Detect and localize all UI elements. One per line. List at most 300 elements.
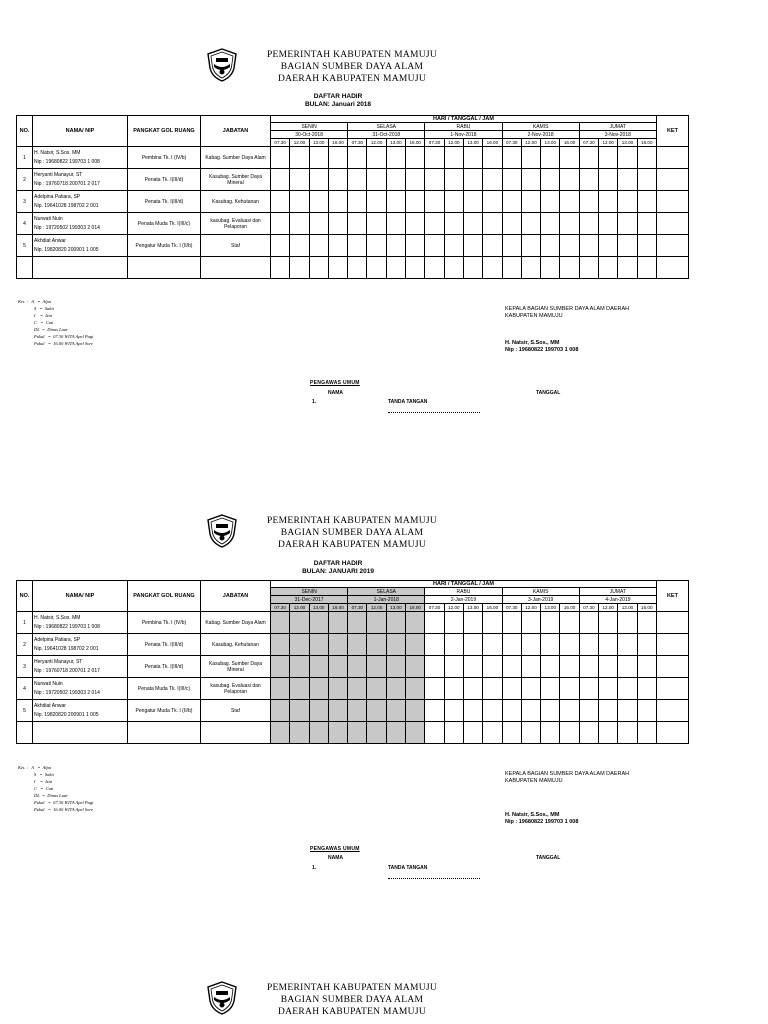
empty-cell[interactable] bbox=[463, 722, 482, 744]
staff-name: Nurwati Nuin bbox=[34, 215, 63, 222]
remarks-cell[interactable] bbox=[656, 191, 688, 213]
attendance-cell[interactable] bbox=[502, 213, 521, 235]
attendance-cell[interactable] bbox=[637, 656, 656, 678]
empty-cell[interactable] bbox=[637, 722, 656, 744]
attendance-cell[interactable] bbox=[637, 235, 656, 257]
attendance-cell[interactable] bbox=[367, 634, 386, 656]
empty-cell[interactable] bbox=[637, 257, 656, 279]
remarks-cell[interactable] bbox=[656, 656, 688, 678]
attendance-cell[interactable] bbox=[406, 656, 425, 678]
attendance-cell[interactable] bbox=[483, 169, 502, 191]
attendance-cell[interactable] bbox=[290, 700, 309, 722]
attendance-cell[interactable] bbox=[560, 147, 579, 169]
attendance-cell[interactable] bbox=[367, 656, 386, 678]
attendance-cell[interactable] bbox=[367, 678, 386, 700]
attendance-cell[interactable] bbox=[348, 147, 367, 169]
empty-cell[interactable] bbox=[290, 257, 309, 279]
attendance-cell[interactable] bbox=[386, 147, 405, 169]
attendance-cell[interactable] bbox=[599, 147, 618, 169]
empty-cell[interactable] bbox=[348, 722, 367, 744]
empty-cell[interactable] bbox=[201, 257, 271, 279]
empty-cell[interactable] bbox=[309, 722, 328, 744]
empty-cell[interactable] bbox=[425, 722, 444, 744]
attendance-cell[interactable] bbox=[560, 656, 579, 678]
attendance-cell[interactable] bbox=[599, 700, 618, 722]
attendance-cell[interactable] bbox=[463, 612, 482, 634]
attendance-cell[interactable] bbox=[502, 191, 521, 213]
attendance-cell[interactable] bbox=[386, 169, 405, 191]
attendance-cell[interactable] bbox=[502, 147, 521, 169]
attendance-cell[interactable] bbox=[309, 700, 328, 722]
org-line-3: DAERAH KABUPATEN MAMUJU bbox=[277, 1007, 426, 1017]
attendance-cell[interactable] bbox=[271, 612, 290, 634]
attendance-cell[interactable] bbox=[502, 612, 521, 634]
attendance-cell[interactable] bbox=[444, 656, 463, 678]
empty-cell[interactable] bbox=[201, 722, 271, 744]
attendance-cell[interactable] bbox=[444, 634, 463, 656]
attendance-cell[interactable] bbox=[348, 634, 367, 656]
staff-position: kasubag. Evaluasi dan Pelaporan bbox=[201, 678, 271, 700]
empty-cell[interactable] bbox=[502, 257, 521, 279]
attendance-cell[interactable] bbox=[599, 191, 618, 213]
attendance-cell[interactable] bbox=[406, 147, 425, 169]
attendance-cell[interactable] bbox=[502, 235, 521, 257]
attendance-cell[interactable] bbox=[271, 634, 290, 656]
attendance-cell[interactable] bbox=[271, 235, 290, 257]
attendance-cell[interactable] bbox=[309, 678, 328, 700]
attendance-cell[interactable] bbox=[271, 169, 290, 191]
attendance-cell[interactable] bbox=[348, 656, 367, 678]
attendance-cell[interactable] bbox=[483, 656, 502, 678]
empty-cell[interactable] bbox=[656, 722, 688, 744]
col-name: NAMA/ NIP bbox=[33, 116, 128, 147]
attendance-cell[interactable] bbox=[425, 147, 444, 169]
attendance-cell[interactable] bbox=[521, 656, 540, 678]
attendance-cell[interactable] bbox=[290, 213, 309, 235]
remarks-cell[interactable] bbox=[656, 169, 688, 191]
empty-cell[interactable] bbox=[541, 722, 560, 744]
attendance-cell[interactable] bbox=[309, 213, 328, 235]
attendance-cell[interactable] bbox=[386, 213, 405, 235]
attendance-cell[interactable] bbox=[425, 700, 444, 722]
attendance-cell[interactable] bbox=[579, 191, 598, 213]
attendance-cell[interactable] bbox=[309, 147, 328, 169]
attendance-cell[interactable] bbox=[560, 235, 579, 257]
attendance-cell[interactable] bbox=[425, 191, 444, 213]
attendance-cell[interactable] bbox=[290, 656, 309, 678]
empty-cell[interactable] bbox=[502, 722, 521, 744]
day-senin: SENIN bbox=[271, 588, 348, 596]
staff-rank: Pengatur Muda Tk. I (II/b) bbox=[128, 235, 201, 257]
attendance-cell[interactable] bbox=[541, 612, 560, 634]
attendance-cell[interactable] bbox=[579, 678, 598, 700]
attendance-cell[interactable] bbox=[290, 235, 309, 257]
attendance-cell[interactable] bbox=[579, 213, 598, 235]
attendance-cell[interactable] bbox=[618, 678, 637, 700]
attendance-cell[interactable] bbox=[521, 235, 540, 257]
attendance-cell[interactable] bbox=[444, 678, 463, 700]
attendance-cell[interactable] bbox=[406, 700, 425, 722]
empty-cell[interactable] bbox=[328, 257, 347, 279]
attendance-cell[interactable] bbox=[560, 634, 579, 656]
attendance-cell[interactable] bbox=[271, 191, 290, 213]
staff-name: Akhdiat Anwar bbox=[34, 237, 66, 244]
attendance-cell[interactable] bbox=[579, 169, 598, 191]
attendance-cell[interactable] bbox=[425, 634, 444, 656]
attendance-cell[interactable] bbox=[309, 656, 328, 678]
attendance-cell[interactable] bbox=[386, 700, 405, 722]
attendance-cell[interactable] bbox=[483, 213, 502, 235]
attendance-cell[interactable] bbox=[328, 169, 347, 191]
attendance-cell[interactable] bbox=[502, 169, 521, 191]
time-cell: 07.30 bbox=[425, 139, 444, 147]
empty-cell[interactable] bbox=[367, 722, 386, 744]
col-remarks: KET bbox=[656, 116, 688, 147]
attendance-cell[interactable] bbox=[579, 612, 598, 634]
attendance-cell[interactable] bbox=[463, 191, 482, 213]
attendance-cell[interactable] bbox=[637, 191, 656, 213]
attendance-cell[interactable] bbox=[637, 634, 656, 656]
attendance-cell[interactable] bbox=[618, 147, 637, 169]
attendance-cell[interactable] bbox=[290, 634, 309, 656]
attendance-cell[interactable] bbox=[483, 700, 502, 722]
table-row bbox=[17, 235, 689, 257]
staff-name: Nurwati Nuin bbox=[34, 680, 63, 687]
attendance-cell[interactable] bbox=[463, 678, 482, 700]
attendance-cell[interactable] bbox=[386, 678, 405, 700]
attendance-cell[interactable] bbox=[483, 612, 502, 634]
attendance-cell[interactable] bbox=[367, 169, 386, 191]
legend bbox=[18, 298, 93, 347]
attendance-cell[interactable] bbox=[560, 213, 579, 235]
attendance-cell[interactable] bbox=[425, 678, 444, 700]
attendance-cell[interactable] bbox=[560, 612, 579, 634]
attendance-cell[interactable] bbox=[541, 678, 560, 700]
attendance-cell[interactable] bbox=[579, 147, 598, 169]
time-cell: 13.00 bbox=[618, 139, 637, 147]
attendance-cell[interactable] bbox=[290, 191, 309, 213]
attendance-cell[interactable] bbox=[309, 612, 328, 634]
empty-cell[interactable] bbox=[328, 722, 347, 744]
table-row bbox=[17, 191, 689, 213]
attendance-cell[interactable] bbox=[618, 700, 637, 722]
attendance-cell[interactable] bbox=[637, 147, 656, 169]
attendance-cell[interactable] bbox=[328, 678, 347, 700]
empty-cell[interactable] bbox=[348, 257, 367, 279]
attendance-cell[interactable] bbox=[444, 235, 463, 257]
attendance-cell[interactable] bbox=[560, 191, 579, 213]
attendance-cell[interactable] bbox=[367, 191, 386, 213]
attendance-cell[interactable] bbox=[328, 612, 347, 634]
attendance-cell[interactable] bbox=[560, 169, 579, 191]
empty-cell[interactable] bbox=[444, 257, 463, 279]
attendance-cell[interactable] bbox=[328, 634, 347, 656]
attendance-cell[interactable] bbox=[521, 612, 540, 634]
supervisor-row-1: 1. bbox=[312, 865, 317, 871]
empty-cell[interactable] bbox=[599, 722, 618, 744]
empty-cell[interactable] bbox=[17, 257, 33, 279]
attendance-cell[interactable] bbox=[444, 213, 463, 235]
time-cell: 13.00 bbox=[541, 139, 560, 147]
attendance-cell[interactable] bbox=[502, 634, 521, 656]
attendance-cell[interactable] bbox=[444, 612, 463, 634]
attendance-cell[interactable] bbox=[367, 213, 386, 235]
remarks-cell[interactable] bbox=[656, 147, 688, 169]
attendance-cell[interactable] bbox=[637, 213, 656, 235]
attendance-cell[interactable] bbox=[521, 147, 540, 169]
empty-cell[interactable] bbox=[483, 722, 502, 744]
empty-cell[interactable] bbox=[618, 257, 637, 279]
attendance-cell[interactable] bbox=[579, 656, 598, 678]
attendance-cell[interactable] bbox=[290, 169, 309, 191]
attendance-cell[interactable] bbox=[386, 191, 405, 213]
empty-cell[interactable] bbox=[128, 722, 201, 744]
attendance-cell[interactable] bbox=[386, 656, 405, 678]
attendance-cell[interactable] bbox=[579, 700, 598, 722]
attendance-cell[interactable] bbox=[599, 678, 618, 700]
attendance-cell[interactable] bbox=[521, 700, 540, 722]
time-cell: 13.00 bbox=[386, 139, 405, 147]
attendance-cell[interactable] bbox=[463, 700, 482, 722]
attendance-cell[interactable] bbox=[599, 612, 618, 634]
attendance-cell[interactable] bbox=[348, 700, 367, 722]
attendance-cell[interactable] bbox=[560, 678, 579, 700]
empty-cell[interactable] bbox=[386, 257, 405, 279]
legend-item: Pukul = 16.00 WITA Apel Sore bbox=[34, 341, 93, 346]
attendance-cell[interactable] bbox=[521, 678, 540, 700]
attendance-cell[interactable] bbox=[618, 191, 637, 213]
attendance-cell[interactable] bbox=[328, 700, 347, 722]
attendance-cell[interactable] bbox=[444, 169, 463, 191]
attendance-cell[interactable] bbox=[348, 191, 367, 213]
time-cell: 12.00 bbox=[444, 139, 463, 147]
attendance-cell[interactable] bbox=[271, 700, 290, 722]
attendance-cell[interactable] bbox=[309, 191, 328, 213]
empty-cell[interactable] bbox=[33, 257, 128, 279]
attendance-cell[interactable] bbox=[463, 147, 482, 169]
attendance-cell[interactable] bbox=[290, 147, 309, 169]
attendance-cell[interactable] bbox=[348, 169, 367, 191]
attendance-cell[interactable] bbox=[483, 147, 502, 169]
empty-cell[interactable] bbox=[271, 257, 290, 279]
attendance-cell[interactable] bbox=[425, 169, 444, 191]
attendance-cell[interactable] bbox=[560, 700, 579, 722]
attendance-cell[interactable] bbox=[521, 634, 540, 656]
empty-cell[interactable] bbox=[386, 722, 405, 744]
attendance-cell[interactable] bbox=[637, 169, 656, 191]
table-row bbox=[17, 147, 689, 169]
attendance-cell[interactable] bbox=[579, 235, 598, 257]
empty-cell[interactable] bbox=[599, 257, 618, 279]
attendance-cell[interactable] bbox=[599, 169, 618, 191]
attendance-cell[interactable] bbox=[483, 191, 502, 213]
attendance-cell[interactable] bbox=[483, 678, 502, 700]
attendance-cell[interactable] bbox=[348, 213, 367, 235]
attendance-cell[interactable] bbox=[406, 612, 425, 634]
attendance-cell[interactable] bbox=[521, 191, 540, 213]
attendance-cell[interactable] bbox=[328, 656, 347, 678]
attendance-cell[interactable] bbox=[599, 656, 618, 678]
attendance-cell[interactable] bbox=[328, 147, 347, 169]
attendance-cell[interactable] bbox=[348, 235, 367, 257]
staff-name: H. Natsir, S.Sos. MM bbox=[34, 614, 81, 621]
attendance-cell[interactable] bbox=[463, 235, 482, 257]
attendance-cell[interactable] bbox=[483, 634, 502, 656]
time-cell: 12.00 bbox=[367, 139, 386, 147]
empty-cell[interactable] bbox=[33, 722, 128, 744]
attendance-cell[interactable] bbox=[271, 213, 290, 235]
attendance-cell[interactable] bbox=[521, 213, 540, 235]
signer-name: H. Natsir, S.Sos., MM bbox=[505, 340, 560, 346]
attendance-cell[interactable] bbox=[406, 634, 425, 656]
attendance-cell[interactable] bbox=[463, 656, 482, 678]
attendance-cell[interactable] bbox=[406, 213, 425, 235]
empty-cell[interactable] bbox=[367, 257, 386, 279]
attendance-cell[interactable] bbox=[483, 235, 502, 257]
attendance-cell[interactable] bbox=[541, 700, 560, 722]
attendance-cell[interactable] bbox=[541, 191, 560, 213]
attendance-cell[interactable] bbox=[367, 612, 386, 634]
empty-cell[interactable] bbox=[128, 257, 201, 279]
empty-cell[interactable] bbox=[656, 257, 688, 279]
attendance-cell[interactable] bbox=[618, 612, 637, 634]
row-no: 5 bbox=[17, 700, 33, 722]
attendance-cell[interactable] bbox=[348, 678, 367, 700]
attendance-cell[interactable] bbox=[579, 634, 598, 656]
empty-cell[interactable] bbox=[541, 257, 560, 279]
attendance-cell[interactable] bbox=[637, 700, 656, 722]
empty-cell[interactable] bbox=[560, 722, 579, 744]
attendance-cell[interactable] bbox=[386, 634, 405, 656]
attendance-cell[interactable] bbox=[425, 656, 444, 678]
attendance-cell[interactable] bbox=[618, 235, 637, 257]
attendance-cell[interactable] bbox=[309, 169, 328, 191]
attendance-cell[interactable] bbox=[367, 147, 386, 169]
attendance-cell[interactable] bbox=[463, 169, 482, 191]
attendance-cell[interactable] bbox=[502, 700, 521, 722]
empty-cell[interactable] bbox=[290, 722, 309, 744]
attendance-cell[interactable] bbox=[406, 235, 425, 257]
attendance-cell[interactable] bbox=[406, 191, 425, 213]
attendance-cell[interactable] bbox=[444, 700, 463, 722]
empty-cell[interactable] bbox=[406, 257, 425, 279]
empty-cell[interactable] bbox=[521, 257, 540, 279]
staff-nip: Nip : 19720502 199303 2 014 bbox=[34, 224, 100, 231]
empty-cell[interactable] bbox=[463, 257, 482, 279]
signer-name: H. Natsir, S.Sos., MM bbox=[505, 812, 560, 818]
attendance-cell[interactable] bbox=[406, 169, 425, 191]
attendance-cell[interactable] bbox=[463, 634, 482, 656]
row-no: 3 bbox=[17, 656, 33, 678]
supervisor-date-label: TANGGAL bbox=[536, 390, 561, 396]
attendance-cell[interactable] bbox=[637, 678, 656, 700]
attendance-cell[interactable] bbox=[599, 213, 618, 235]
attendance-cell[interactable] bbox=[348, 612, 367, 634]
attendance-cell[interactable] bbox=[386, 235, 405, 257]
org-line-3: DAERAH KABUPATEN MAMUJU bbox=[277, 540, 426, 550]
empty-cell[interactable] bbox=[271, 722, 290, 744]
attendance-cell[interactable] bbox=[367, 235, 386, 257]
remarks-cell[interactable] bbox=[656, 213, 688, 235]
empty-cell[interactable] bbox=[579, 257, 598, 279]
empty-cell[interactable] bbox=[521, 722, 540, 744]
attendance-cell[interactable] bbox=[618, 656, 637, 678]
attendance-cell[interactable] bbox=[271, 656, 290, 678]
remarks-cell[interactable] bbox=[656, 700, 688, 722]
remarks-cell[interactable] bbox=[656, 678, 688, 700]
attendance-cell[interactable] bbox=[463, 213, 482, 235]
empty-cell[interactable] bbox=[444, 722, 463, 744]
time-cell: 16.00 bbox=[328, 139, 347, 147]
attendance-cell[interactable] bbox=[502, 656, 521, 678]
attendance-cell[interactable] bbox=[541, 634, 560, 656]
time-cell: 07.30 bbox=[502, 139, 521, 147]
attendance-cell[interactable] bbox=[406, 678, 425, 700]
attendance-cell[interactable] bbox=[637, 612, 656, 634]
attendance-cell[interactable] bbox=[367, 700, 386, 722]
staff-position: Kabag. Sumber Daya Alam bbox=[201, 612, 271, 634]
attendance-cell[interactable] bbox=[521, 169, 540, 191]
attendance-cell[interactable] bbox=[271, 147, 290, 169]
remarks-cell[interactable] bbox=[656, 612, 688, 634]
attendance-cell[interactable] bbox=[386, 612, 405, 634]
attendance-cell[interactable] bbox=[618, 634, 637, 656]
attendance-cell[interactable] bbox=[328, 191, 347, 213]
date-cell: 2-Nov-2018 bbox=[502, 131, 579, 139]
attendance-cell[interactable] bbox=[541, 235, 560, 257]
time-cell: 07.30 bbox=[271, 604, 290, 612]
attendance-cell[interactable] bbox=[328, 235, 347, 257]
attendance-cell[interactable] bbox=[618, 169, 637, 191]
remarks-cell[interactable] bbox=[656, 634, 688, 656]
remarks-cell[interactable] bbox=[656, 235, 688, 257]
attendance-cell[interactable] bbox=[425, 612, 444, 634]
time-cell: 16.00 bbox=[560, 604, 579, 612]
attendance-cell[interactable] bbox=[309, 634, 328, 656]
attendance-cell[interactable] bbox=[541, 169, 560, 191]
attendance-cell[interactable] bbox=[309, 235, 328, 257]
empty-cell[interactable] bbox=[309, 257, 328, 279]
attendance-cell[interactable] bbox=[444, 147, 463, 169]
attendance-cell[interactable] bbox=[425, 235, 444, 257]
attendance-cell[interactable] bbox=[271, 678, 290, 700]
day-kamis: KAMIS bbox=[502, 588, 579, 596]
empty-cell[interactable] bbox=[483, 257, 502, 279]
empty-cell[interactable] bbox=[560, 257, 579, 279]
attendance-cell[interactable] bbox=[444, 191, 463, 213]
attendance-cell[interactable] bbox=[290, 612, 309, 634]
empty-cell[interactable] bbox=[618, 722, 637, 744]
empty-cell[interactable] bbox=[17, 722, 33, 744]
staff-name-cell bbox=[33, 235, 128, 257]
attendance-cell[interactable] bbox=[541, 147, 560, 169]
attendance-cell[interactable] bbox=[618, 213, 637, 235]
attendance-cell[interactable] bbox=[290, 678, 309, 700]
staff-rank: Pembina Tk. I (IV/b) bbox=[128, 612, 201, 634]
time-cell: 12.00 bbox=[290, 139, 309, 147]
attendance-cell[interactable] bbox=[425, 213, 444, 235]
empty-cell[interactable] bbox=[425, 257, 444, 279]
attendance-cell[interactable] bbox=[599, 235, 618, 257]
day-selasa: SELASA bbox=[348, 123, 425, 131]
attendance-cell[interactable] bbox=[541, 213, 560, 235]
attendance-cell[interactable] bbox=[328, 213, 347, 235]
empty-cell[interactable] bbox=[406, 722, 425, 744]
empty-cell[interactable] bbox=[579, 722, 598, 744]
attendance-cell[interactable] bbox=[599, 634, 618, 656]
attendance-cell[interactable] bbox=[541, 656, 560, 678]
attendance-cell[interactable] bbox=[502, 678, 521, 700]
